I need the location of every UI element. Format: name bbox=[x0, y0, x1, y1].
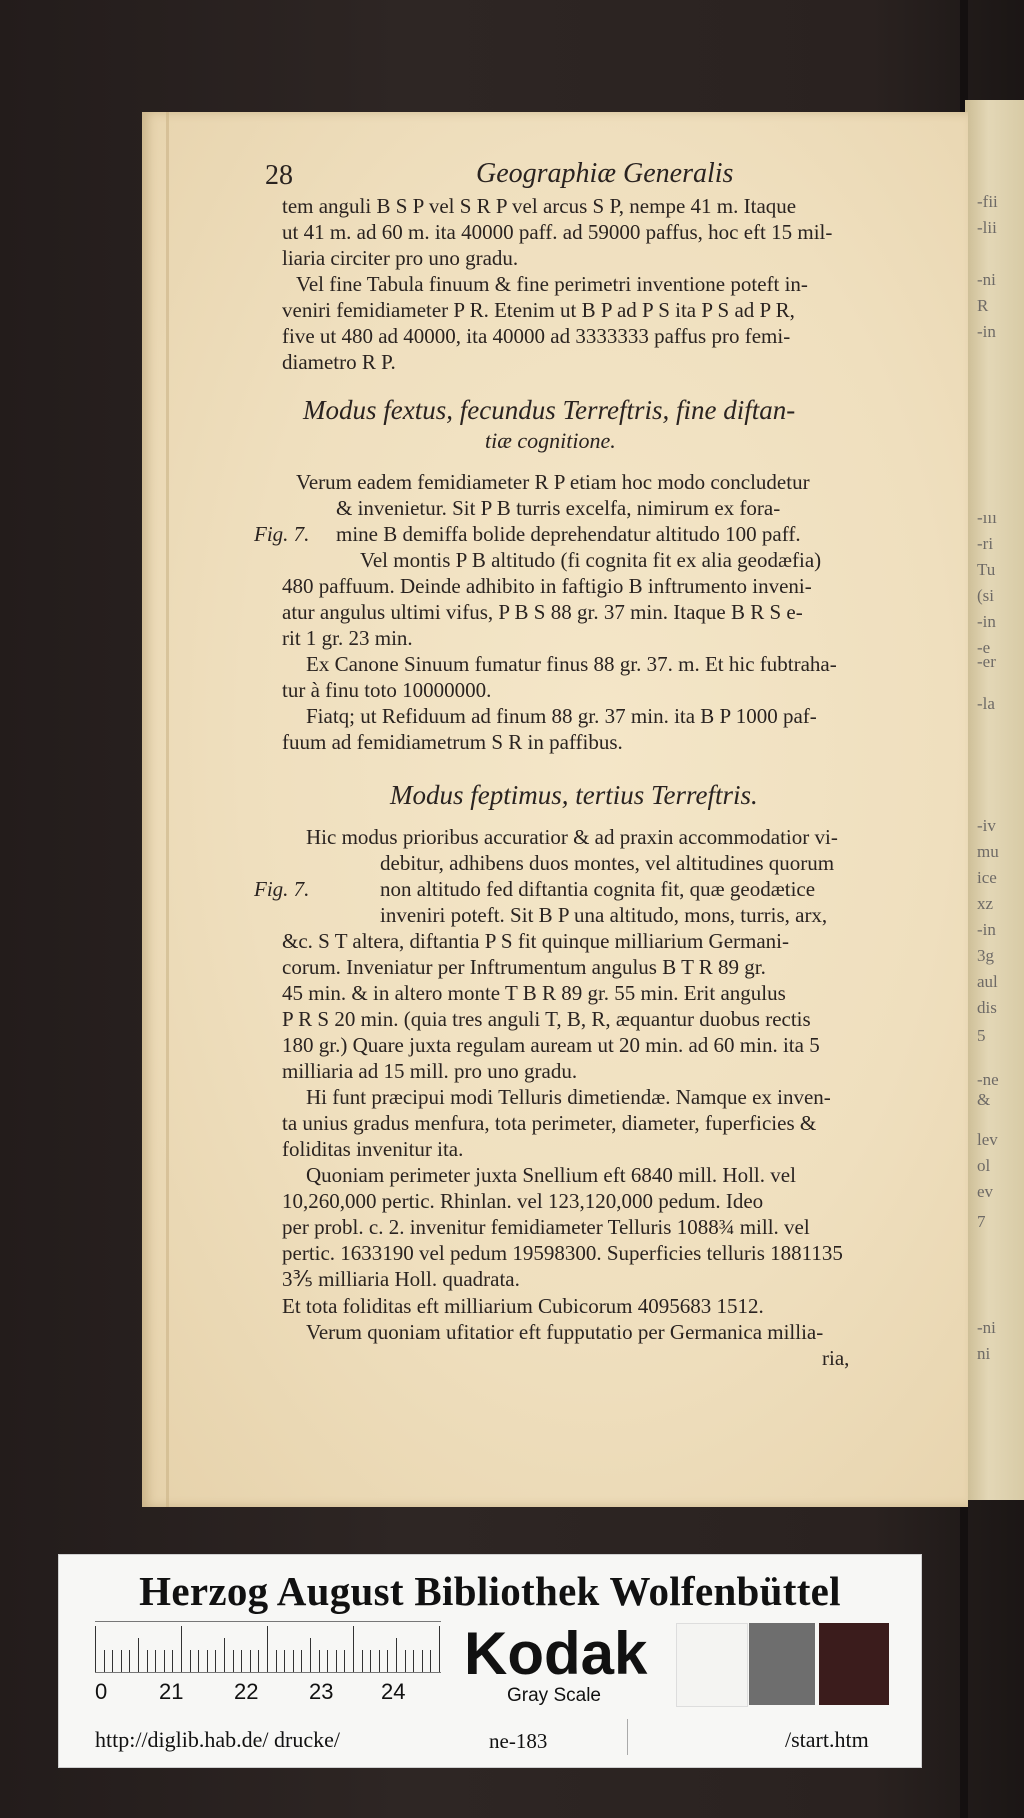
text-line: milliaria ad 15 mill. pro uno gradu. bbox=[282, 1059, 578, 1083]
ruler-tick bbox=[344, 1650, 345, 1672]
gray-swatch bbox=[819, 1623, 889, 1705]
text-line: Hi funt præcipui modi Telluris dimetiendæ. Namque ex inven- bbox=[306, 1085, 831, 1109]
ruler-tick bbox=[267, 1626, 268, 1672]
text-line: mine B demiffa bolide deprehendatur altitudo 100 paff. bbox=[336, 522, 801, 546]
text-line: Ex Canone Sinuum fumatur finus 88 gr. 37. m. Et hic fubtraha- bbox=[306, 652, 837, 676]
text-line: inveniri poteft. Sit B P una altitudo, mons, turris, arx, bbox=[380, 903, 828, 927]
ruler-tick bbox=[353, 1626, 354, 1672]
ruler-tick bbox=[430, 1650, 431, 1672]
opposite-page-fragment: 5 bbox=[977, 1026, 986, 1045]
ruler-tick bbox=[250, 1650, 251, 1672]
ruler-tick bbox=[207, 1650, 208, 1672]
ruler-tick bbox=[215, 1650, 216, 1672]
text-line: & invenietur. Sit P B turris excelfa, nimirum ex fora- bbox=[336, 496, 781, 520]
ruler-tick bbox=[233, 1650, 234, 1672]
shelf-code: ne-183 bbox=[489, 1729, 548, 1753]
opposite-page-fragment: ice bbox=[977, 868, 997, 887]
opposite-page-fragment: -in bbox=[977, 920, 996, 939]
text-line: five ut 480 ad 40000, ita 40000 ad 3333333 paffus pro femi- bbox=[282, 324, 791, 348]
opposite-page-fragment: -ni bbox=[977, 1318, 996, 1337]
opposite-page-fragment: 7 bbox=[977, 1212, 986, 1231]
ruler-tick bbox=[387, 1650, 388, 1672]
ruler-tick bbox=[370, 1650, 371, 1672]
text-line: fuum ad femidiametrum S R in paffibus. bbox=[282, 730, 623, 754]
ruler-tick bbox=[104, 1650, 105, 1672]
ruler-tick bbox=[405, 1650, 406, 1672]
page-gutter bbox=[166, 112, 169, 1507]
ruler-tick bbox=[129, 1650, 130, 1672]
opposite-page-fragment: -e bbox=[977, 638, 991, 657]
text-line: Verum quoniam ufitatior eft fupputatio per Germanica millia- bbox=[306, 1320, 824, 1344]
page-number: 28 bbox=[265, 160, 293, 191]
text-line: pertic. 1633190 vel pedum 19598300. Superficies telluris 1881135 bbox=[282, 1241, 843, 1265]
running-head: Geographiæ Generalis bbox=[476, 158, 734, 189]
color-target-card bbox=[58, 1554, 922, 1768]
opposite-page-fragment: -in bbox=[977, 322, 996, 341]
text-line: tem anguli B S P vel S R P vel arcus S P, nempe 41 m. Itaque bbox=[282, 194, 797, 218]
ruler-tick bbox=[172, 1650, 173, 1672]
gray-scale-label: Gray Scale bbox=[507, 1685, 601, 1706]
ruler-tick bbox=[258, 1650, 259, 1672]
ruler-tick bbox=[181, 1626, 182, 1672]
opposite-page-fragment: mu bbox=[977, 842, 999, 861]
ruler-number: 21 bbox=[159, 1679, 184, 1704]
text-line: ut 41 m. ad 60 m. ita 40000 paff. ad 59000 paffus, hoc eft 15 mil- bbox=[282, 220, 833, 244]
opposite-page-edge bbox=[965, 100, 1024, 1500]
ruler-tick bbox=[164, 1650, 165, 1672]
opposite-page-fragment: -ne bbox=[977, 1070, 999, 1089]
opposite-page-fragment: -in bbox=[977, 612, 996, 631]
ruler-tick bbox=[138, 1638, 139, 1672]
ruler-tick bbox=[422, 1650, 423, 1672]
opposite-page-fragment: (si bbox=[977, 586, 994, 605]
ruler-number: 22 bbox=[234, 1679, 259, 1704]
ruler-tick bbox=[310, 1638, 311, 1672]
text-line: foliditas invenitur ita. bbox=[282, 1137, 464, 1161]
ruler-tick bbox=[301, 1650, 302, 1672]
text-line: diametro R P. bbox=[282, 350, 396, 374]
url-suffix: /start.htm bbox=[785, 1727, 869, 1752]
ruler-tick bbox=[413, 1650, 414, 1672]
text-line: ria, bbox=[822, 1346, 850, 1370]
text-line: Fiatq; ut Refiduum ad finum 88 gr. 37 min. ita B P 1000 paf- bbox=[306, 704, 817, 728]
figure-reference: Fig. 7. bbox=[254, 522, 310, 546]
scale-ruler bbox=[95, 1621, 441, 1673]
opposite-page-fragment: ol bbox=[977, 1156, 991, 1175]
ruler-tick bbox=[379, 1650, 380, 1672]
divider bbox=[627, 1719, 628, 1755]
kodak-logo: Kodak bbox=[464, 1620, 648, 1687]
ruler-tick bbox=[112, 1650, 113, 1672]
gray-swatch bbox=[749, 1623, 815, 1705]
opposite-page-fragment: & bbox=[977, 1090, 991, 1109]
text-line: Hic modus prioribus accuratior & ad praxin accommodatior vi- bbox=[306, 825, 838, 849]
opposite-page-fragment: -iv bbox=[977, 816, 996, 835]
gray-swatch bbox=[676, 1623, 748, 1707]
opposite-page-fragment: -lii bbox=[977, 218, 997, 237]
ruler-tick bbox=[362, 1650, 363, 1672]
text-line: ta unius gradus menfura, tota perimeter, diameter, fuperficies & bbox=[282, 1111, 817, 1135]
text-line: debitur, adhibens duos montes, vel altitudines quorum bbox=[380, 851, 835, 875]
figure-reference: Fig. 7. bbox=[254, 877, 310, 901]
text-line: &c. S T altera, diftantia P S fit quinque milliarium Germani- bbox=[282, 929, 790, 953]
text-line: corum. Inveniatur per Inftrumentum angulus B T R 89 gr. bbox=[282, 955, 766, 979]
text-line: liaria circiter pro uno gradu. bbox=[282, 246, 519, 270]
text-line: 45 min. & in altero monte T B R 89 gr. 55 min. Erit angulus bbox=[282, 981, 786, 1005]
text-line: Verum eadem femidiameter R P etiam hoc modo concludetur bbox=[296, 470, 810, 494]
ruler-number: 24 bbox=[381, 1679, 406, 1704]
text-line: Vel montis P B altitudo (fi cognita fit ex alia geodæfia) bbox=[360, 548, 822, 572]
ruler-tick bbox=[284, 1650, 285, 1672]
opposite-page-fragment: -ııı bbox=[977, 508, 997, 527]
opposite-page-fragment: xz bbox=[977, 894, 994, 913]
opposite-page-fragment: ev bbox=[977, 1182, 994, 1201]
ruler-tick bbox=[439, 1626, 440, 1672]
text-line: rit 1 gr. 23 min. bbox=[282, 626, 413, 650]
text-line: Et tota foliditas eft milliarium Cubicorum 4095683 1512. bbox=[282, 1294, 764, 1318]
opposite-page-fragment: ni bbox=[977, 1344, 991, 1363]
opposite-page-fragment: dis bbox=[977, 998, 997, 1017]
library-title: Herzog August Bibliothek Wolfenbüttel bbox=[139, 1568, 841, 1614]
text-line: atur angulus ultimi vifus, P B S 88 gr. 37 min. Itaque B R S e- bbox=[282, 600, 803, 624]
ruler-tick bbox=[147, 1650, 148, 1672]
opposite-page-fragment: -fii bbox=[977, 192, 998, 211]
ruler-tick bbox=[198, 1650, 199, 1672]
ruler-tick bbox=[396, 1638, 397, 1672]
opposite-page-fragment: lev bbox=[977, 1130, 998, 1149]
section-heading: Modus feptimus, tertius Terreftris. bbox=[390, 780, 758, 810]
text-line: non altitudo fed diftantia cognita fit, quæ geodætice bbox=[380, 877, 816, 901]
library-url: http://diglib.hab.de/ drucke/ bbox=[95, 1727, 341, 1752]
ruler-tick bbox=[276, 1650, 277, 1672]
ruler-tick bbox=[319, 1650, 320, 1672]
opposite-page-fragment: 3g bbox=[977, 946, 994, 965]
opposite-page-fragment: R bbox=[977, 296, 989, 315]
opposite-page-fragment: -ri bbox=[977, 534, 994, 553]
section-heading: Modus fextus, fecundus Terreftris, fine diftan- bbox=[303, 395, 796, 425]
text-line: per probl. c. 2. invenitur femidiameter Telluris 1088¾ mill. vel bbox=[282, 1215, 810, 1239]
ruler-tick bbox=[121, 1650, 122, 1672]
ruler-tick bbox=[190, 1650, 191, 1672]
text-line: veniri femidiameter P R. Etenim ut B P ad P S ita P S ad P R, bbox=[282, 298, 795, 322]
ruler-tick bbox=[95, 1626, 96, 1672]
opposite-page-fragment: Tu bbox=[977, 560, 996, 579]
opposite-page-fragment: aul bbox=[977, 972, 998, 991]
ruler-tick bbox=[293, 1650, 294, 1672]
opposite-page-fragment: -er bbox=[977, 652, 996, 671]
text-line: 10,260,000 pertic. Rhinlan. vel 123,120,000 pedum. Ideo bbox=[282, 1189, 764, 1213]
text-line: Quoniam perimeter juxta Snellium eft 6840 mill. Holl. vel bbox=[306, 1163, 796, 1187]
text-line: P R S 20 min. (quia tres anguli T, B, R, æquantur duobus rectis bbox=[282, 1007, 811, 1031]
text-line: 480 paffuum. Deinde adhibito in faftigio B inftrumento inveni- bbox=[282, 574, 812, 598]
ruler-tick bbox=[336, 1650, 337, 1672]
ruler-tick bbox=[224, 1638, 225, 1672]
ruler-number: 0 bbox=[95, 1679, 108, 1704]
text-line: 3⅗ milliaria Holl. quadrata. bbox=[282, 1267, 520, 1291]
opposite-page-fragment: -ni bbox=[977, 270, 996, 289]
section-heading: tiæ cognitione. bbox=[485, 428, 616, 453]
text-line: tur à finu toto 10000000. bbox=[282, 678, 492, 702]
ruler-tick bbox=[327, 1650, 328, 1672]
ruler-tick bbox=[241, 1650, 242, 1672]
text-line: Vel fine Tabula finuum & fine perimetri inventione poteft in- bbox=[296, 272, 808, 296]
ruler-number: 23 bbox=[309, 1679, 334, 1704]
text-line: 180 gr.) Quare juxta regulam auream ut 20 min. ad 60 min. ita 5 bbox=[282, 1033, 820, 1057]
opposite-page-fragment: -la bbox=[977, 694, 995, 713]
ruler-tick bbox=[155, 1650, 156, 1672]
